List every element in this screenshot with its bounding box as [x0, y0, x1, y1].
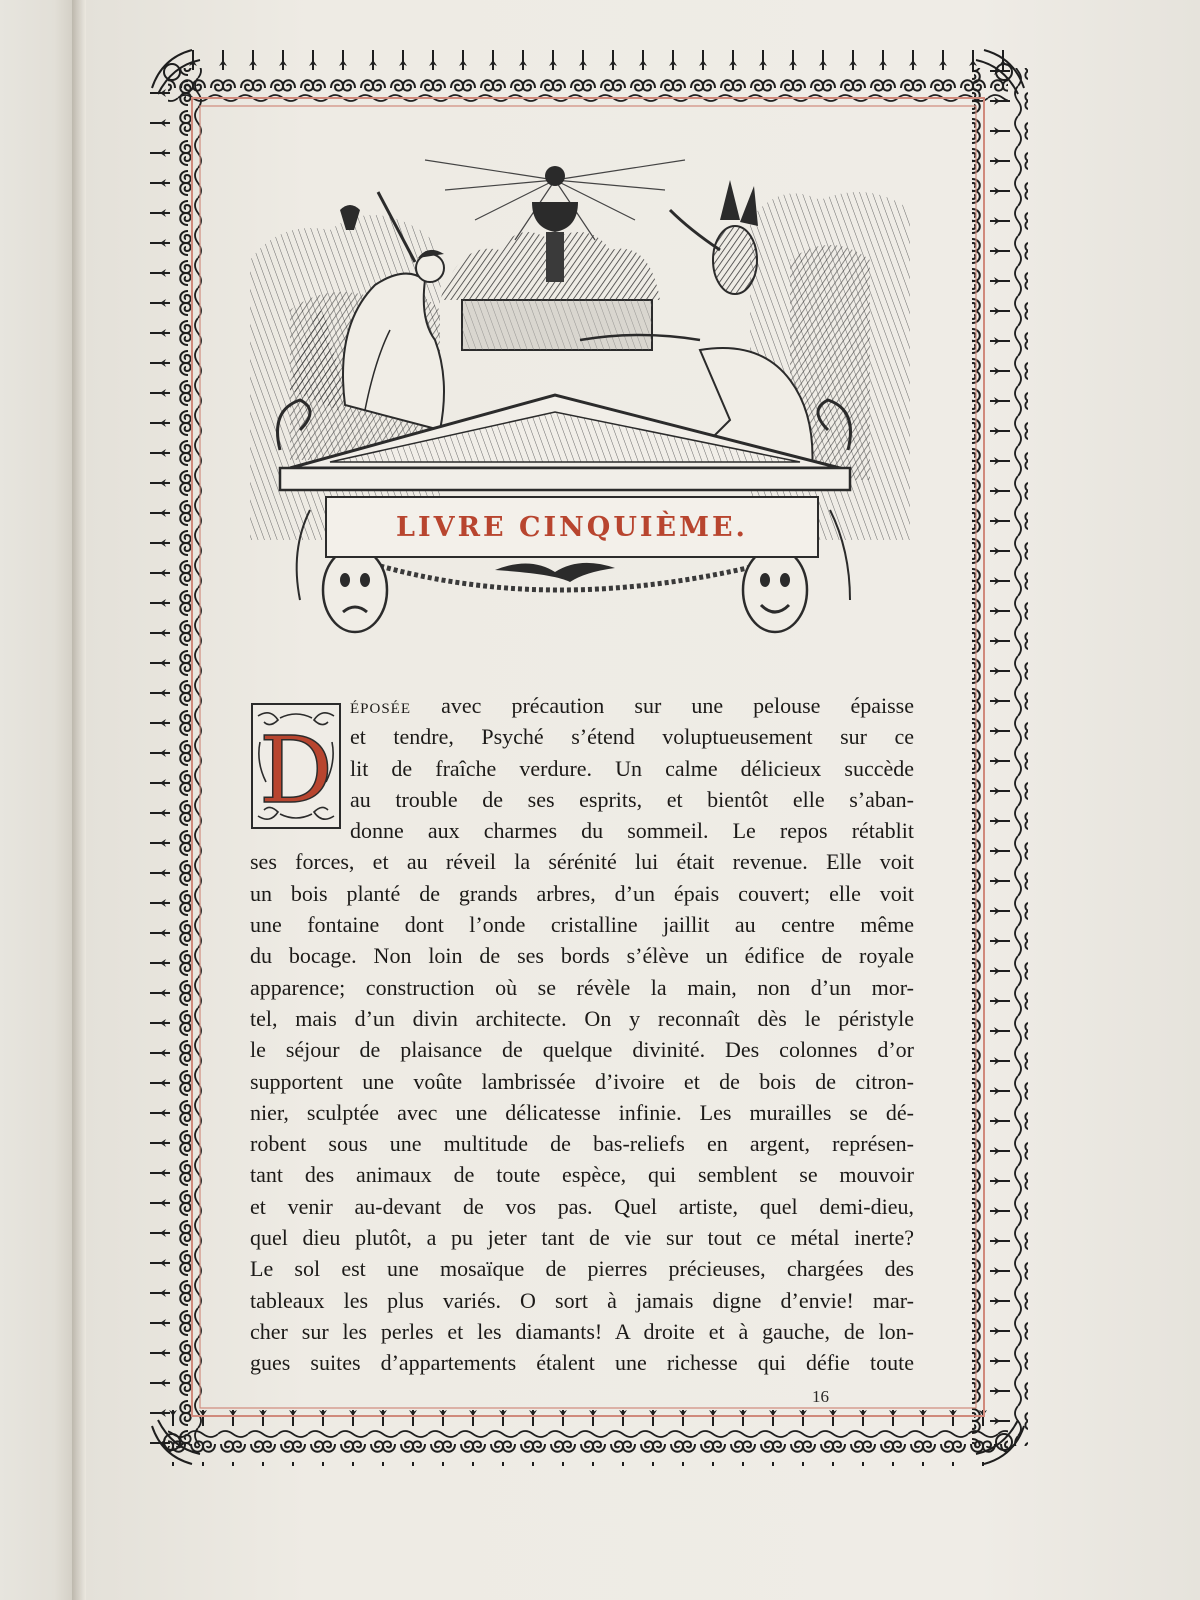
text-line: supportent une voûte lambrissée d’ivoire et de bois de citron- — [250, 1068, 914, 1094]
text-line: quel dieu plutôt, a pu jeter tant de vie sur tout ce métal inerte? — [250, 1225, 914, 1251]
chapter-vignette-illustration — [250, 150, 910, 650]
text-line: une fontaine dont l’onde cristalline jaillit au centre même — [250, 912, 914, 938]
text-line: ses forces, et au réveil la sérénité lui était revenue. Elle voit — [250, 849, 914, 875]
text-line: et venir au-devant de vos pas. Quel artiste, quel demi-dieu, — [250, 1193, 914, 1219]
text-line: du bocage. Non loin de ses bords s’élève un édifice de royale — [250, 943, 914, 969]
text-line: nier, sculptée avec une délicatesse infinie. Les murailles se dé- — [250, 1099, 914, 1125]
text-line: un bois planté de grands arbres, d’un épais couvert; elle voit — [250, 880, 914, 906]
text-line: apparence; construction où se révèle la main, non d’un mor- — [250, 974, 914, 1000]
text-line: tant des animaux de toute espèce, qui semblent se mouvoir — [250, 1162, 914, 1188]
text-line: au trouble de ses esprits, et bientôt elle s’aban- — [350, 786, 914, 812]
text-line: cher sur les perles et les diamants! A droite et à gauche, de lon- — [250, 1318, 914, 1344]
chapter-title-plate — [325, 496, 819, 558]
text-line: le séjour de plaisance de quelque divinité. Des colonnes d’or — [250, 1037, 914, 1063]
text-line: tableaux les plus variés. O sort à jamais digne d’envie! mar- — [250, 1287, 914, 1313]
text-line: donne aux charmes du sommeil. Le repos rétablit — [350, 818, 914, 844]
text-line: Le sol est une mosaïque de pierres précieuses, chargées des — [250, 1256, 914, 1282]
text-line: et tendre, Psyché s’étend voluptueusement sur ce — [350, 724, 914, 750]
facing-page-edge — [0, 0, 78, 1600]
text-line: robent sous une multitude de bas-reliefs en argent, représen- — [250, 1131, 914, 1157]
body-text — [250, 690, 914, 1379]
first-word-smallcaps: éposée — [350, 693, 412, 718]
text-line: lit de fraîche verdure. Un calme délicieux succède — [350, 755, 914, 781]
text-line: gues suites d’appartements étalent une richesse qui défie toute — [250, 1350, 914, 1376]
drop-cap-letter: D — [259, 717, 333, 824]
vignette-svg — [250, 150, 910, 650]
page-number: 16 — [812, 1387, 829, 1406]
text-line: tel, mais d’un divin architecte. On y reconnaît dès le péristyle — [250, 1005, 914, 1031]
book-gutter — [72, 0, 86, 1600]
text-line-content: avec précaution sur une pelouse épaisse — [441, 693, 914, 718]
chapter-title: LIVRE CINQUIÈME. — [396, 511, 748, 543]
text-line — [250, 690, 914, 721]
